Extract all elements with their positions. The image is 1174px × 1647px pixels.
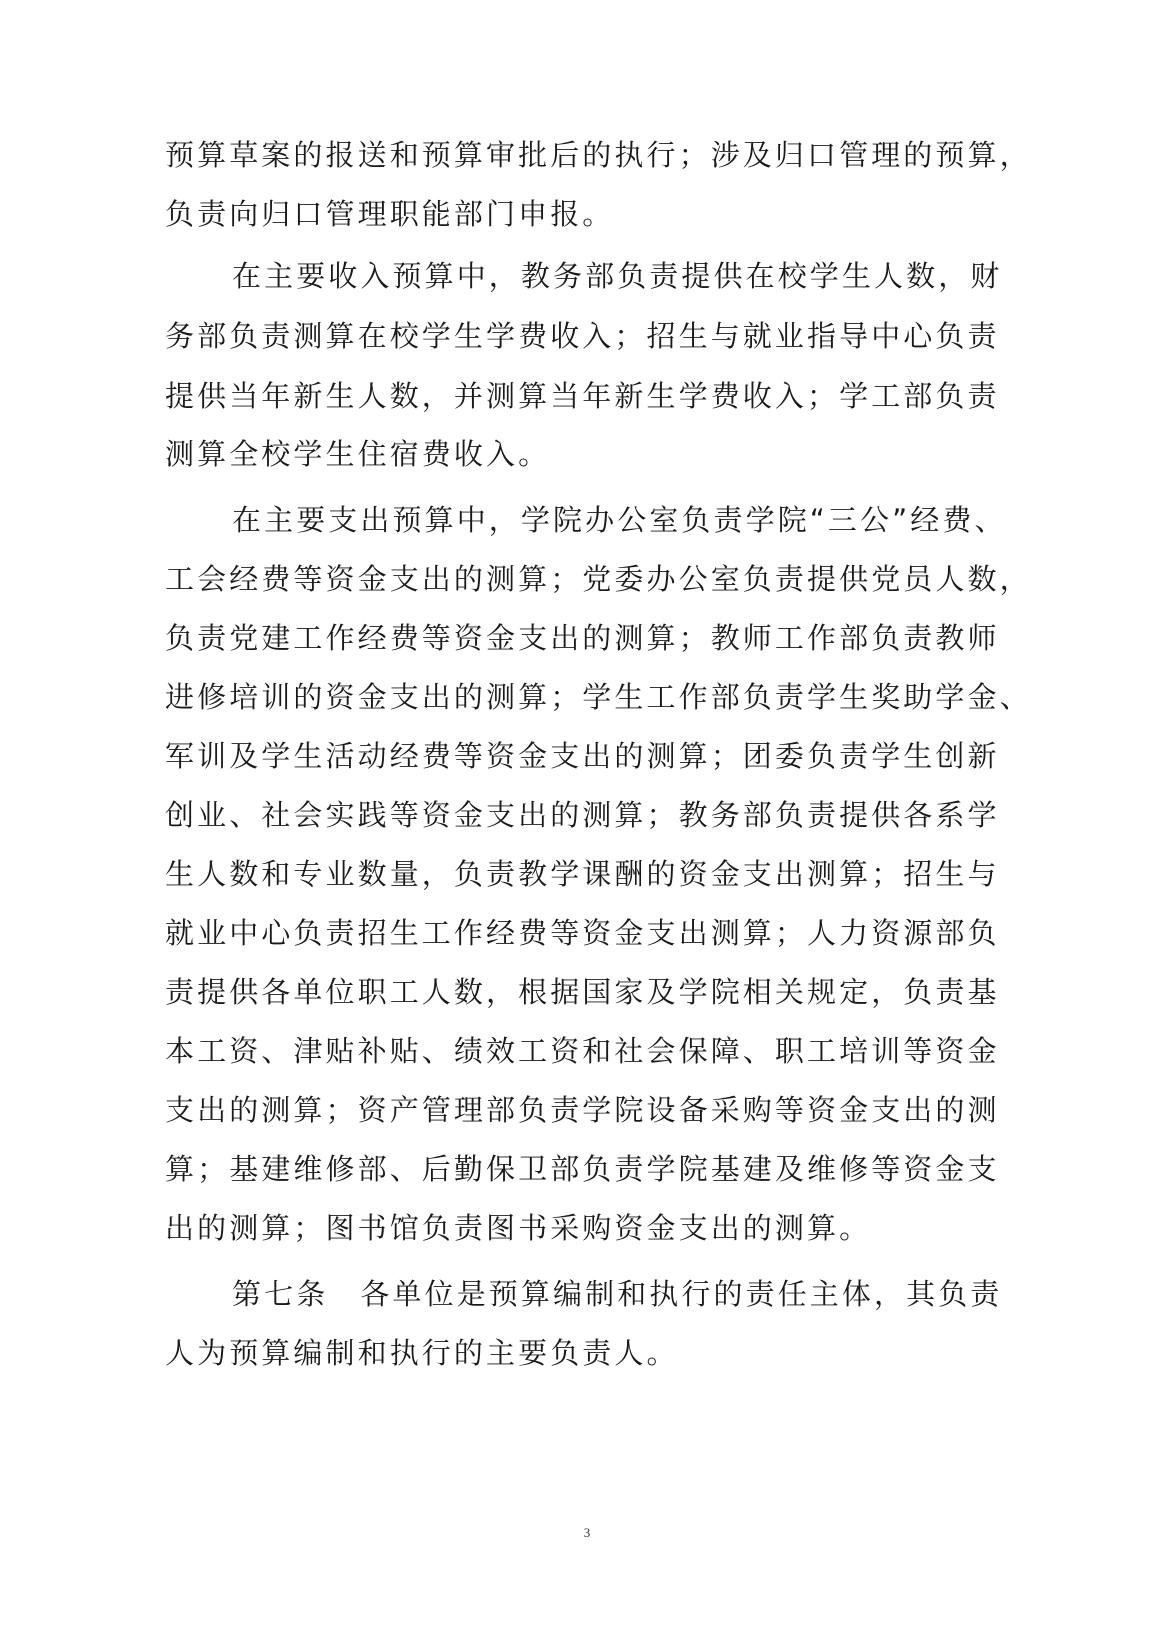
text-line-7: 在主要支出预算中，学院办公室负责学院“三公”经费、 xyxy=(232,503,1007,537)
text-line-6: 测算全校学生住宿费收入。 xyxy=(165,437,551,471)
text-line-12: 创业、社会实践等资金支出的测算；教务部负责提供各系学 xyxy=(165,798,1000,832)
text-line-13: 生人数和专业数量，负责教学课酬的资金支出测算；招生与 xyxy=(165,857,1000,891)
text-line-15: 责提供各单位职工人数，根据国家及学院相关规定，负责基 xyxy=(165,975,1000,1009)
text-line-2: 负责向归口管理职能部门申报。 xyxy=(165,197,615,231)
text-line-20: 第七条 各单位是预算编制和执行的责任主体，其负责 xyxy=(232,1277,1003,1311)
text-line-10: 进修培训的资金支出的测算；学生工作部负责学生奖助学金、 xyxy=(165,680,1032,714)
text-line-9: 负责党建工作经费等资金支出的测算；教师工作部负责教师 xyxy=(165,621,1000,655)
text-line-17: 支出的测算；资产管理部负责学院设备采购等资金支出的测 xyxy=(165,1093,1000,1127)
text-line-5: 提供当年新生人数，并测算当年新生学费收入；学工部负责 xyxy=(165,379,1000,413)
text-line-4: 务部负责测算在校学生学费收入；招生与就业指导中心负责 xyxy=(165,319,1000,353)
text-line-16: 本工资、津贴补贴、绩效工资和社会保障、职工培训等资金 xyxy=(165,1034,1000,1068)
text-line-18: 算；基建维修部、后勤保卫部负责学院基建及维修等资金支 xyxy=(165,1152,1000,1186)
text-line-11: 军训及学生活动经费等资金支出的测算；团委负责学生创新 xyxy=(165,739,1000,773)
text-line-21: 人为预算编制和执行的主要负责人。 xyxy=(165,1336,679,1370)
text-line-3: 在主要收入预算中，教务部负责提供在校学生人数，财 xyxy=(232,259,1003,293)
text-line-8: 工会经费等资金支出的测算；党委办公室负责提供党员人数， xyxy=(165,562,1032,596)
page-number: 3 xyxy=(583,1525,591,1540)
text-line-14: 就业中心负责招生工作经费等资金支出测算；人力资源部负 xyxy=(165,916,1000,950)
text-line-19: 出的测算；图书馆负责图书采购资金支出的测算。 xyxy=(165,1211,872,1245)
text-line-1: 预算草案的报送和预算审批后的执行；涉及归口管理的预算， xyxy=(165,138,1032,172)
